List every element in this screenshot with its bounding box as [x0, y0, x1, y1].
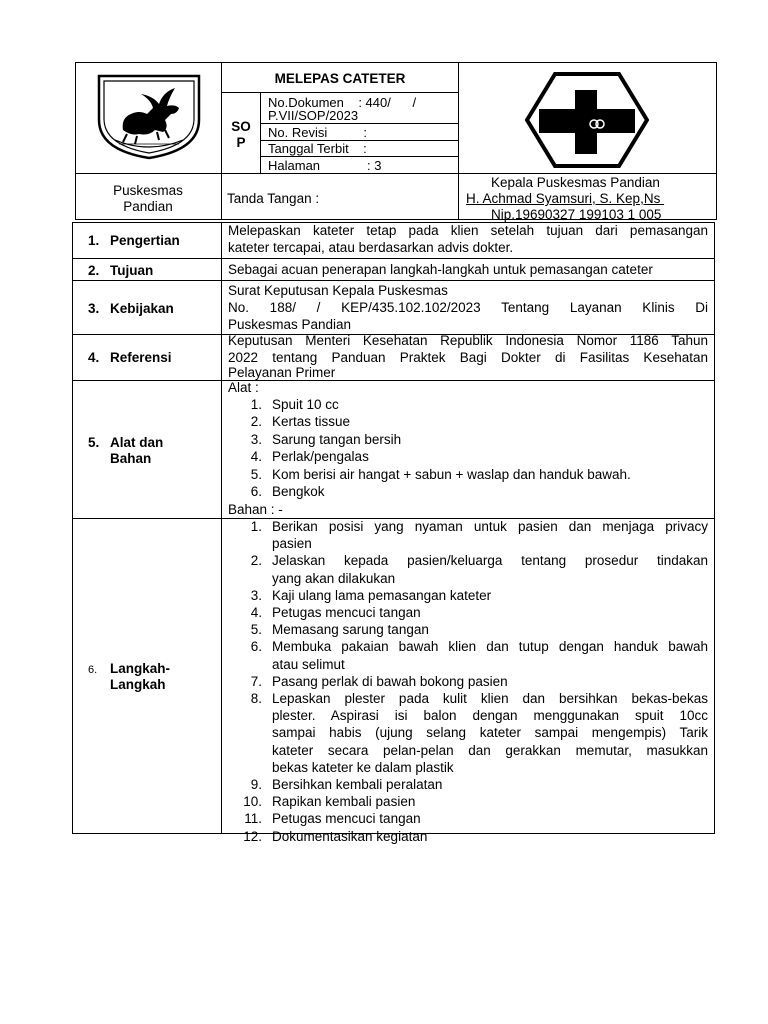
step-number: 12. [243, 828, 262, 844]
step-text: Dokumentasikan kegiatan [272, 828, 428, 844]
row-number: 5. [88, 435, 100, 450]
step-number: 5. [250, 622, 262, 638]
step-number: 6. [250, 639, 262, 655]
list-item-text: Kom berisi air hangat + sabun + waslap dan handuk bawah. [272, 466, 631, 482]
step-text: Rapikan kembali pasien [272, 794, 416, 810]
step-text: yang akan dilakukan [272, 570, 396, 586]
puskesmas-logo [525, 72, 649, 168]
list-item-number: 2. [250, 414, 262, 430]
row-label-langkah: Langkah- [110, 661, 171, 676]
referensi-text: Pelayanan Primer [228, 365, 336, 380]
step-text: Petugas mencuci tangan [272, 605, 421, 620]
step-number: 3. [250, 587, 262, 603]
list-item-number: 6. [250, 484, 262, 499]
alat-heading: Alat : [228, 380, 259, 395]
kebijakan-text: No. 188/ / KEP/435.102.102/2023 Tentang Layanan Klinis Di [228, 300, 708, 315]
step-text: Membuka pakaian bawah klien dan tutup dengan handuk bawah [272, 639, 708, 655]
divider [72, 258, 715, 259]
bahan-text: Bahan : - [228, 502, 283, 517]
step-number: 2. [250, 553, 262, 569]
list-item-text: Sarung tangan bersih [272, 431, 402, 447]
step-text: sampai habis (ujung selang kateter sampai mengempis) Tarik [272, 725, 708, 741]
divider [458, 62, 459, 220]
crest-shield-icon [93, 70, 205, 162]
step-text: Lepaskan plester pada kulit klien dan bersihkan bekas-bekas [272, 691, 708, 706]
step-text: Pasang perlak di bawah bokong pasien [272, 673, 508, 689]
row-label-pengertian: Pengertian [110, 233, 180, 248]
step-text: Berikan posisi yang nyaman untuk pasien dan menjaga privacy [272, 519, 708, 534]
list-item-number: 1. [250, 397, 262, 412]
halaman-field: Halaman : 3 [268, 158, 382, 173]
tanda-tangan-label: Tanda Tangan : [227, 191, 320, 206]
step-text: bekas kateter ke dalam plastik [272, 759, 454, 775]
referensi-text: 2022 tentang Panduan Praktek Bagi Dokter di Fasilitas Kesehatan [228, 350, 708, 365]
pengertian-text: kateter tercapai, atau berdasarkan advis dokter. [228, 240, 514, 255]
step-text: atau selimut [272, 656, 345, 672]
step-number: 7. [250, 673, 262, 689]
sop-label: P [236, 135, 246, 150]
step-number: 10. [243, 794, 262, 810]
list-item-number: 4. [250, 449, 262, 465]
list-item-text: Spuit 10 cc [272, 397, 339, 412]
referensi-text: Keputusan Menteri Kesehatan Republik Indonesia Nomor 1186 Tahun [228, 333, 708, 348]
divider [72, 280, 715, 281]
row-label-tujuan: Tujuan [110, 263, 154, 278]
step-number: 8. [250, 691, 262, 706]
kepala-name: H. Achmad Syamsuri, S. Kep,Ns [466, 191, 665, 206]
row-number: 1. [88, 233, 100, 248]
no-dokumen-field: P.VII/SOP/2023 [268, 108, 359, 123]
divider [260, 92, 261, 173]
row-label-alat: Alat dan [110, 435, 164, 450]
kepala-title: Kepala Puskesmas Pandian [491, 175, 660, 190]
step-text: kateter secara pelan-pelan dan gerakkan memutar, masukkan [272, 742, 708, 758]
row-label-kebijakan: Kebijakan [110, 301, 174, 316]
row-label-referensi: Referensi [110, 350, 172, 365]
row-number: 4. [88, 350, 100, 365]
tujuan-text: Sebagai acuan penerapan langkah-langkah untuk pemasangan cateter [228, 262, 653, 277]
row-number: 3. [88, 301, 100, 316]
puskesmas-hexagon-cross-icon [525, 72, 649, 168]
list-item-text: Perlak/pengalas [272, 449, 369, 465]
kebijakan-text: Surat Keputusan Kepala Puskesmas [228, 283, 448, 298]
kepala-nip: Nip.19690327 199103 1 005 [491, 207, 662, 222]
no-dokumen-field: No.Dokumen : 440/ / [268, 95, 417, 110]
puskesmas-name: Puskesmas [113, 183, 183, 198]
row-label-langkah: Langkah [110, 677, 166, 692]
step-number: 9. [250, 777, 262, 792]
step-text: pasien [272, 536, 312, 552]
list-item-number: 3. [250, 431, 262, 447]
list-item-text: Bengkok [272, 484, 325, 499]
list-item-text: Kertas tissue [272, 414, 351, 430]
list-item-number: 5. [250, 466, 262, 482]
step-text: Memasang sarung tangan [272, 622, 429, 638]
step-text: plester. Aspirasi isi balon dengan menggunakan spuit 10cc [272, 708, 708, 724]
step-text: Jelaskan kepada pasien/keluarga tentang prosedur tindakan [272, 553, 708, 569]
step-number: 1. [250, 519, 262, 534]
divider [221, 222, 222, 834]
regency-crest-logo [93, 70, 205, 162]
no-revisi-field: No. Revisi : [268, 125, 367, 140]
pengertian-text: Melepaskan kateter tetap pada klien setelah tujuan dari pemasangan [228, 223, 708, 238]
puskesmas-name: Pandian [123, 199, 173, 214]
step-number: 11. [244, 811, 262, 827]
document-title: MELEPAS CATETER [274, 71, 406, 86]
step-text: Petugas mencuci tangan [272, 811, 421, 827]
step-text: Bersihkan kembali peralatan [272, 777, 443, 792]
row-number: 6. [88, 664, 98, 676]
sop-label: SO [231, 119, 251, 134]
step-number: 4. [250, 605, 262, 620]
step-text: Kaji ulang lama pemasangan kateter [272, 587, 492, 603]
kebijakan-text: Puskesmas Pandian [228, 317, 352, 332]
divider [221, 92, 459, 93]
tanggal-terbit-field: Tanggal Terbit : [268, 141, 367, 156]
row-label-alat: Bahan [110, 451, 152, 466]
divider [72, 380, 715, 381]
row-number: 2. [88, 263, 100, 278]
